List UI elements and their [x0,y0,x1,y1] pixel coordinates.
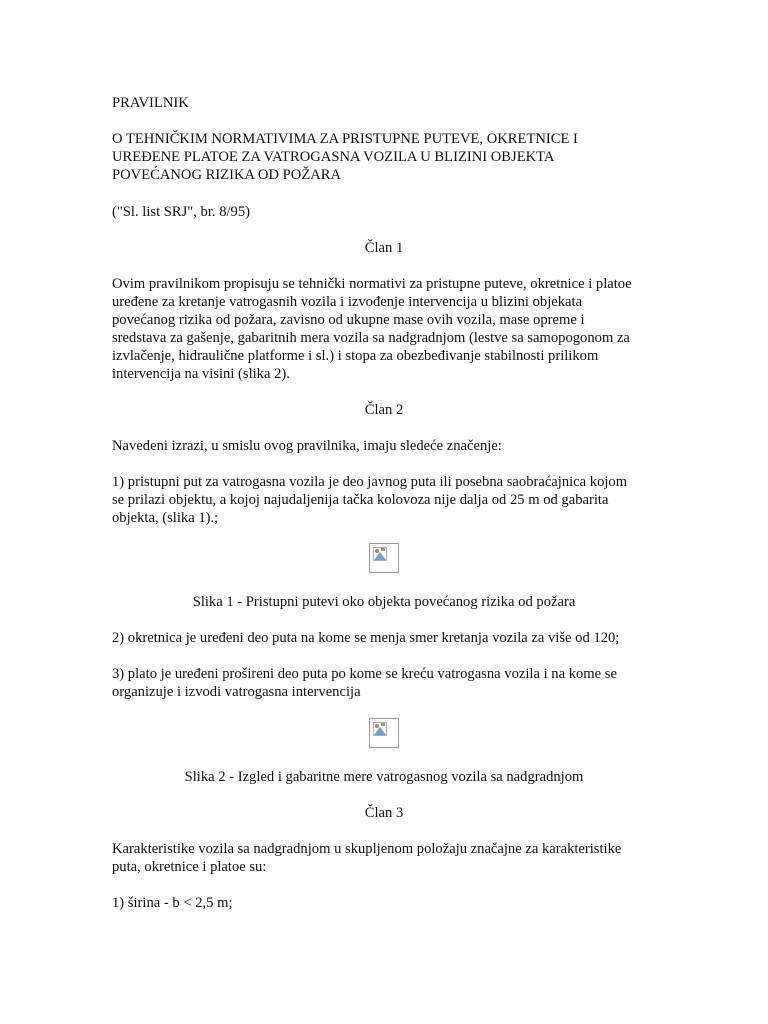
article-1-line-4: sredstava za gašenje, gabaritnih mera vozila sa nadgradnjom (lestve sa samopogonom za [112,330,630,346]
article-1-line-5: izvlačenje, hidraulične platforme i sl.) i stopa za obezbeđivanje stabilnosti prilikom [112,348,599,364]
article-2-heading: Član 2 [364,402,404,418]
subtitle-line-1: O TEHNIČKIM NORMATIVIMA ZA PRISTUPNE PUTEVE, OKRETNICE I [112,131,578,147]
article-3-intro-line-1: Karakteristike vozila sa nadgradnjom u skupljenom položaju značajne za karakteristike [112,841,622,857]
article-3-item-1: 1) širina - b < 2,5 m; [112,895,233,911]
article-3-intro-line-2: puta, okretnice i platoe su: [112,859,267,875]
subtitle-line-2: UREĐENE PLATOE ZA VATROGASNA VOZILA U BLIZINI OBJEKTA [112,149,555,165]
article-1-line-2: uređene za kretanje vatrogasnih vozila i izvođenje intervencija u blizini objekata [112,294,583,310]
figure-1-caption: Slika 1 - Pristupni putevi oko objekta povećanog rizika od požara [192,594,576,610]
article-2-item-3-line-2: organizuje i izvodi vatrogasna intervencija [112,684,361,700]
article-2-item-3-line-1: 3) plato je uređeni prošireni deo puta po kome se kreću vatrogasna vozila i na kome se [112,666,617,682]
article-2-item-1-line-2: se prilazi objektu, a kojoj najudaljenija tačka kolovoza nije dalja od 25 m od gabarita [112,492,609,508]
figure-1-image [369,543,399,573]
article-1-line-1: Ovim pravilnikom propisuju se tehnički normativi za pristupne puteve, okretnice i platoe [112,276,632,292]
article-2-intro: Navedeni izrazi, u smislu ovog pravilnika, imaju sledeće značenje: [112,438,502,454]
broken-image-icon [373,547,387,561]
article-1-heading: Član 1 [364,240,404,256]
article-2-item-1-line-3: objekta, (slika 1).; [112,510,219,526]
figure-2-image [369,718,399,748]
broken-image-icon [373,722,387,736]
article-2-item-2: 2) okretnica je uređeni deo puta na kome se menja smer kretanja vozila za više od 120; [112,630,620,646]
article-3-heading: Član 3 [364,805,404,821]
source-reference: ("Sl. list SRJ", br. 8/95) [112,204,251,220]
article-2-item-1-line-1: 1) pristupni put za vatrogasna vozila je deo javnog puta ili posebna saobraćajnica kojom [112,474,628,490]
figure-2-caption: Slika 2 - Izgled i gabaritne mere vatrogasnog vozila sa nadgradnjom [184,769,584,785]
subtitle-line-3: POVEĆANOG RIZIKA OD POŽARA [112,167,342,183]
article-1-line-3: povećanog rizika od požara, zavisno od ukupne mase ovih vozila, mase opreme i [112,312,585,328]
article-1-line-6: intervencija na visini (slika 2). [112,366,290,382]
document-title: PRAVILNIK [112,95,189,111]
